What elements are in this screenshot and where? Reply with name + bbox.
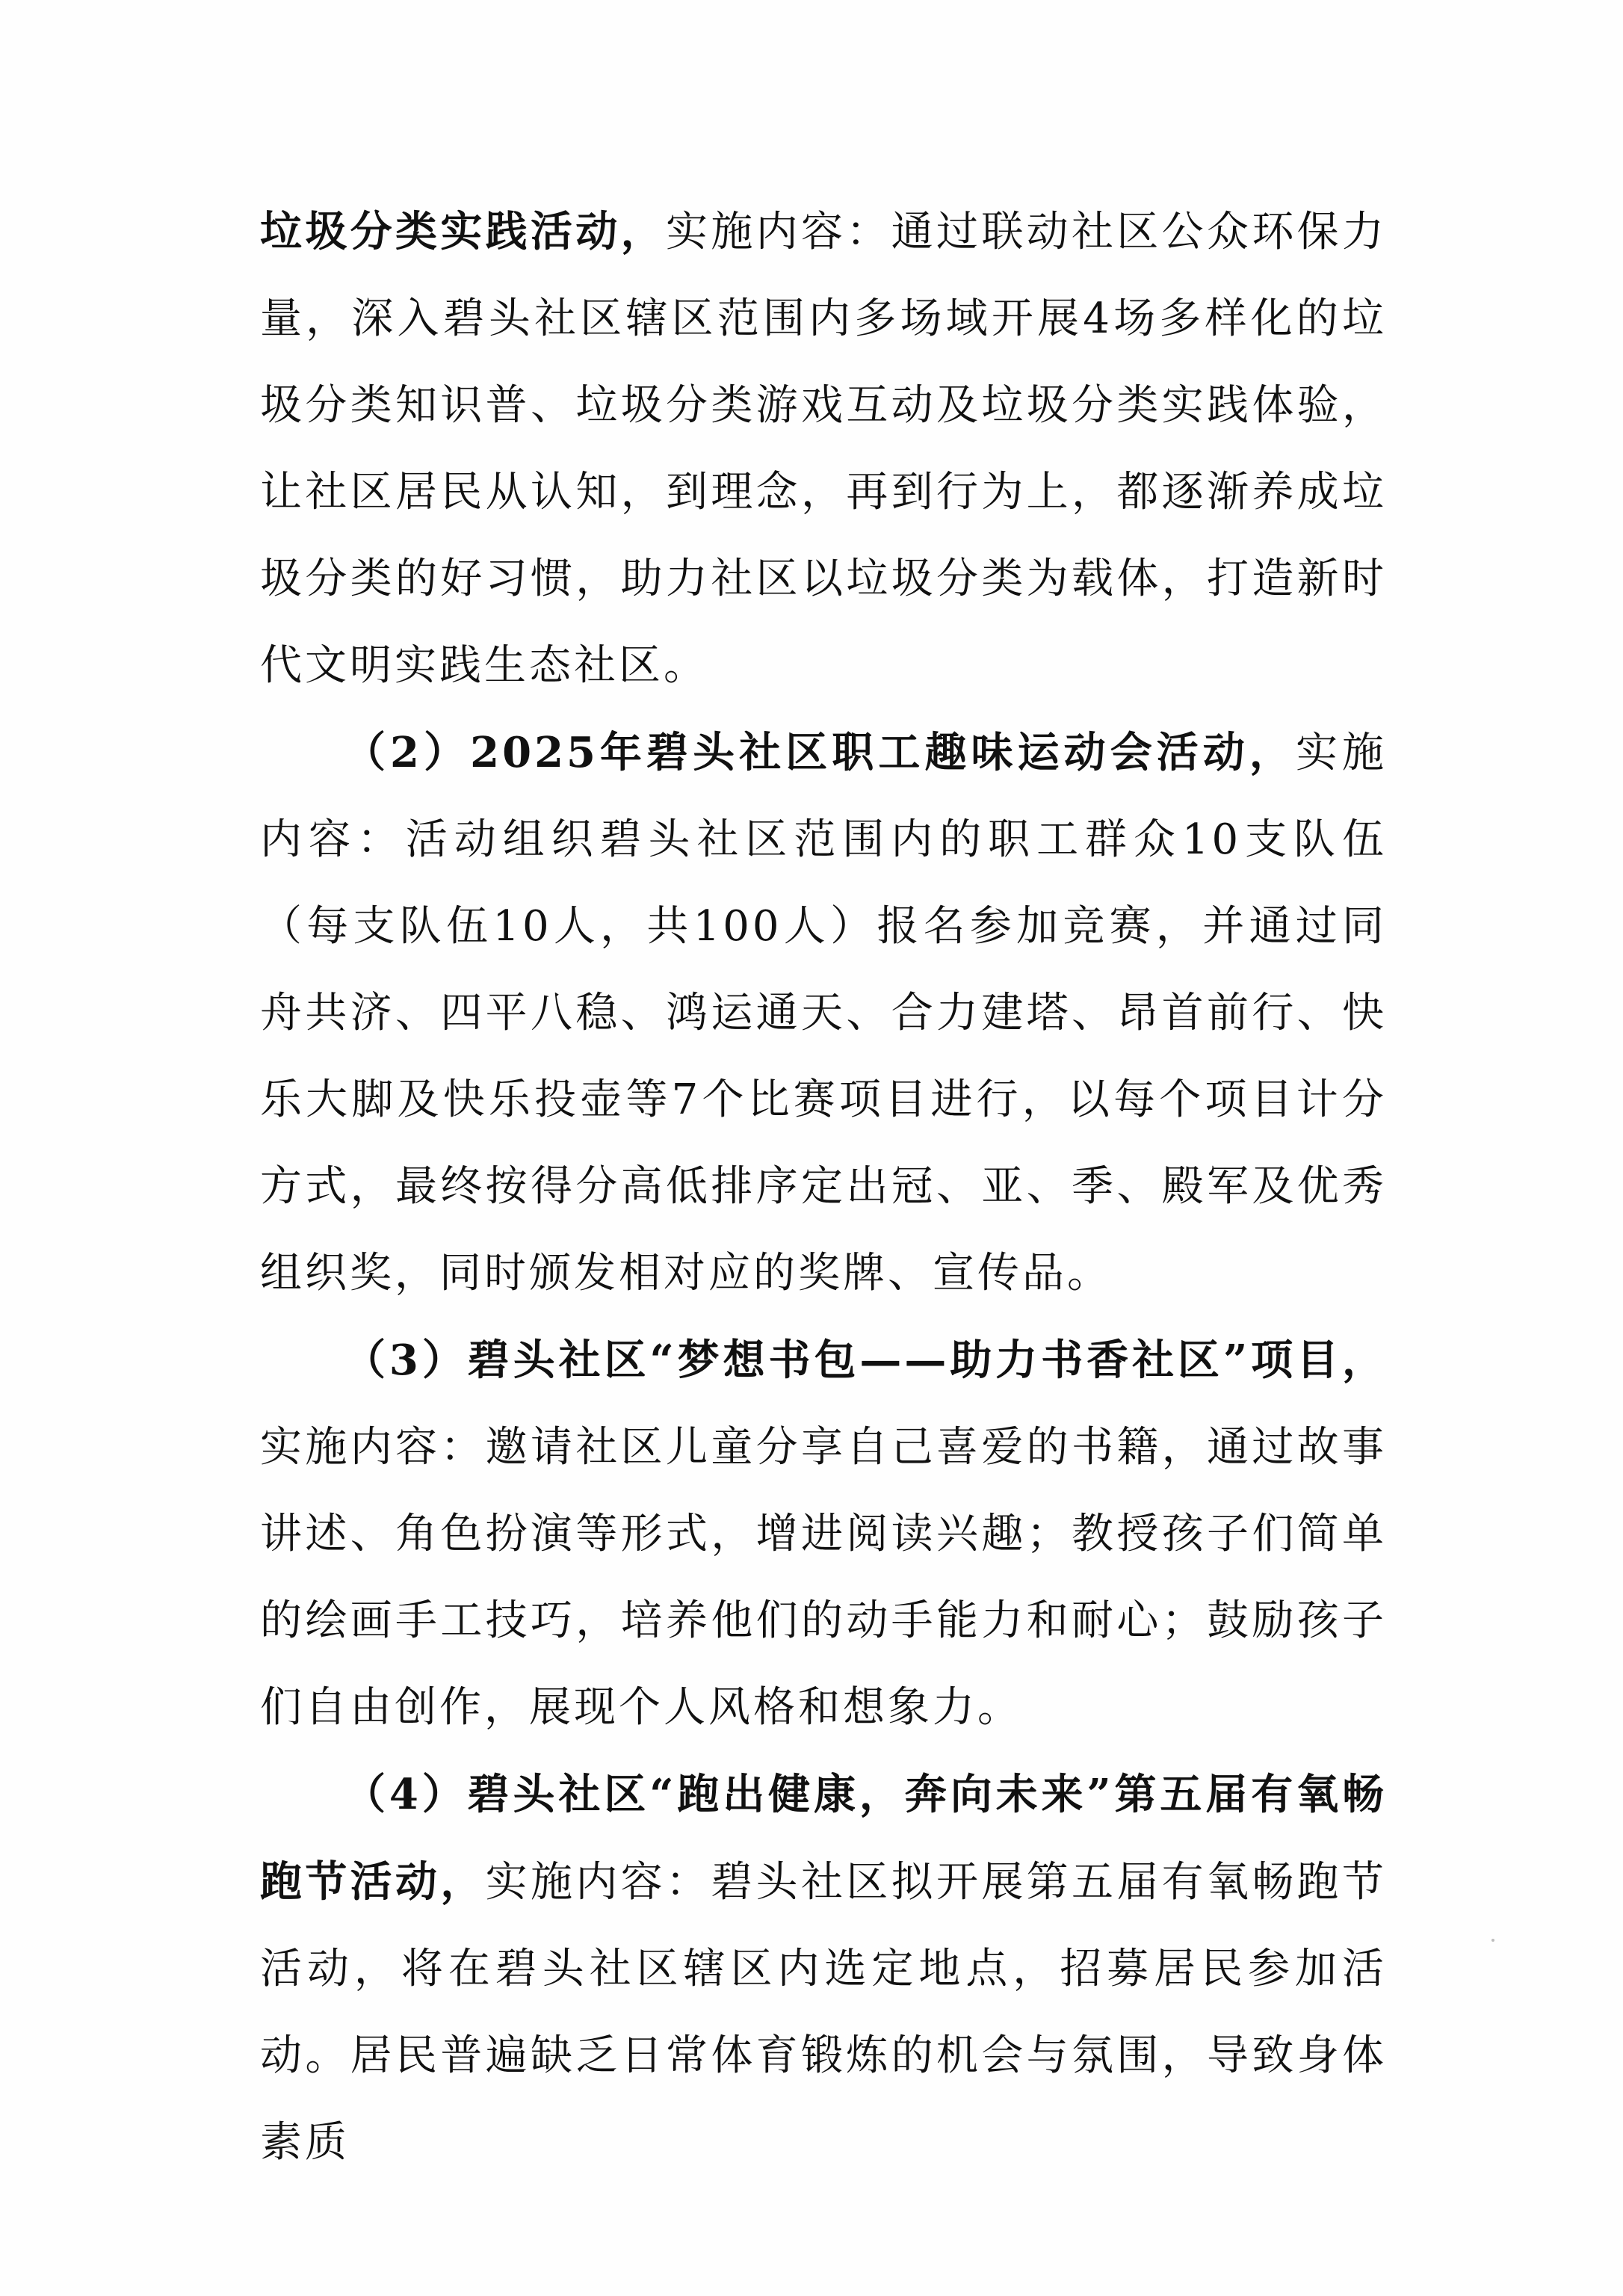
paragraph-body-running-festival: 实施内容：碧头社区拟开展第五届有氧畅跑节活动，将在碧头社区辖区内选定地点，招募居民参加活动。居民普遍缺乏日常体育锻炼的机会与氛围，导致身体素质 xyxy=(260,1858,1388,2167)
paragraph-body-sports-meet: 实施内容：活动组织碧头社区范围内的职工群众10支队伍（每支队伍10人，共100人）报名参加竞赛，并通过同舟共济、四平八稳、鸿运通天、合力建塔、昂首前行、快乐大脚及快乐投壶等7个比赛项目进行，以每个项目计分方式，最终按得分高低排序定出冠、亚、季、殿军及优秀组织奖，同时颁发相对应的奖牌、宣传品。 xyxy=(260,729,1387,1297)
paragraph-lead-dream-schoolbag: （3）碧头社区“梦想书包——助力书香社区”项目， xyxy=(344,1336,1387,1385)
document-body xyxy=(260,188,1387,2186)
scan-speck xyxy=(1491,1939,1494,1942)
paragraph-lead-waste-sorting: 垃圾分类实践活动， xyxy=(260,207,666,256)
paragraph-sports-meet xyxy=(260,709,1387,1317)
paragraph-dream-schoolbag xyxy=(260,1317,1387,1751)
paragraph-body-waste-sorting: 实施内容：通过联动社区公众环保力量，深入碧头社区辖区范围内多场域开展4场多样化的垃圾分类知识普、垃圾分类游戏互动及垃圾分类实践体验，让社区居民从认知，到理念，再到行为上，都逐渐养成垃圾分类的好习惯，助力社区以垃圾分类为载体，打造新时代文明实践生态社区。 xyxy=(260,208,1388,690)
paragraph-running-festival xyxy=(260,1751,1387,2186)
paragraph-body-dream-schoolbag: 实施内容：邀请社区儿童分享自己喜爱的书籍，通过故事讲述、角色扮演等形式，增进阅读兴趣；教授孩子们简单的绘画手工技巧，培养他们的动手能力和耐心；鼓励孩子们自由创作，展现个人风格和想象力。 xyxy=(260,1423,1387,1732)
paragraph-waste-sorting xyxy=(260,188,1387,709)
paragraph-lead-sports-meet: （2）2025年碧头社区职工趣味运动会活动， xyxy=(344,728,1296,777)
paragraph-lead-running-festival: （4）碧头社区“跑出健康，奔向未来”第五届有氧畅跑节活动， xyxy=(260,1770,1387,1907)
